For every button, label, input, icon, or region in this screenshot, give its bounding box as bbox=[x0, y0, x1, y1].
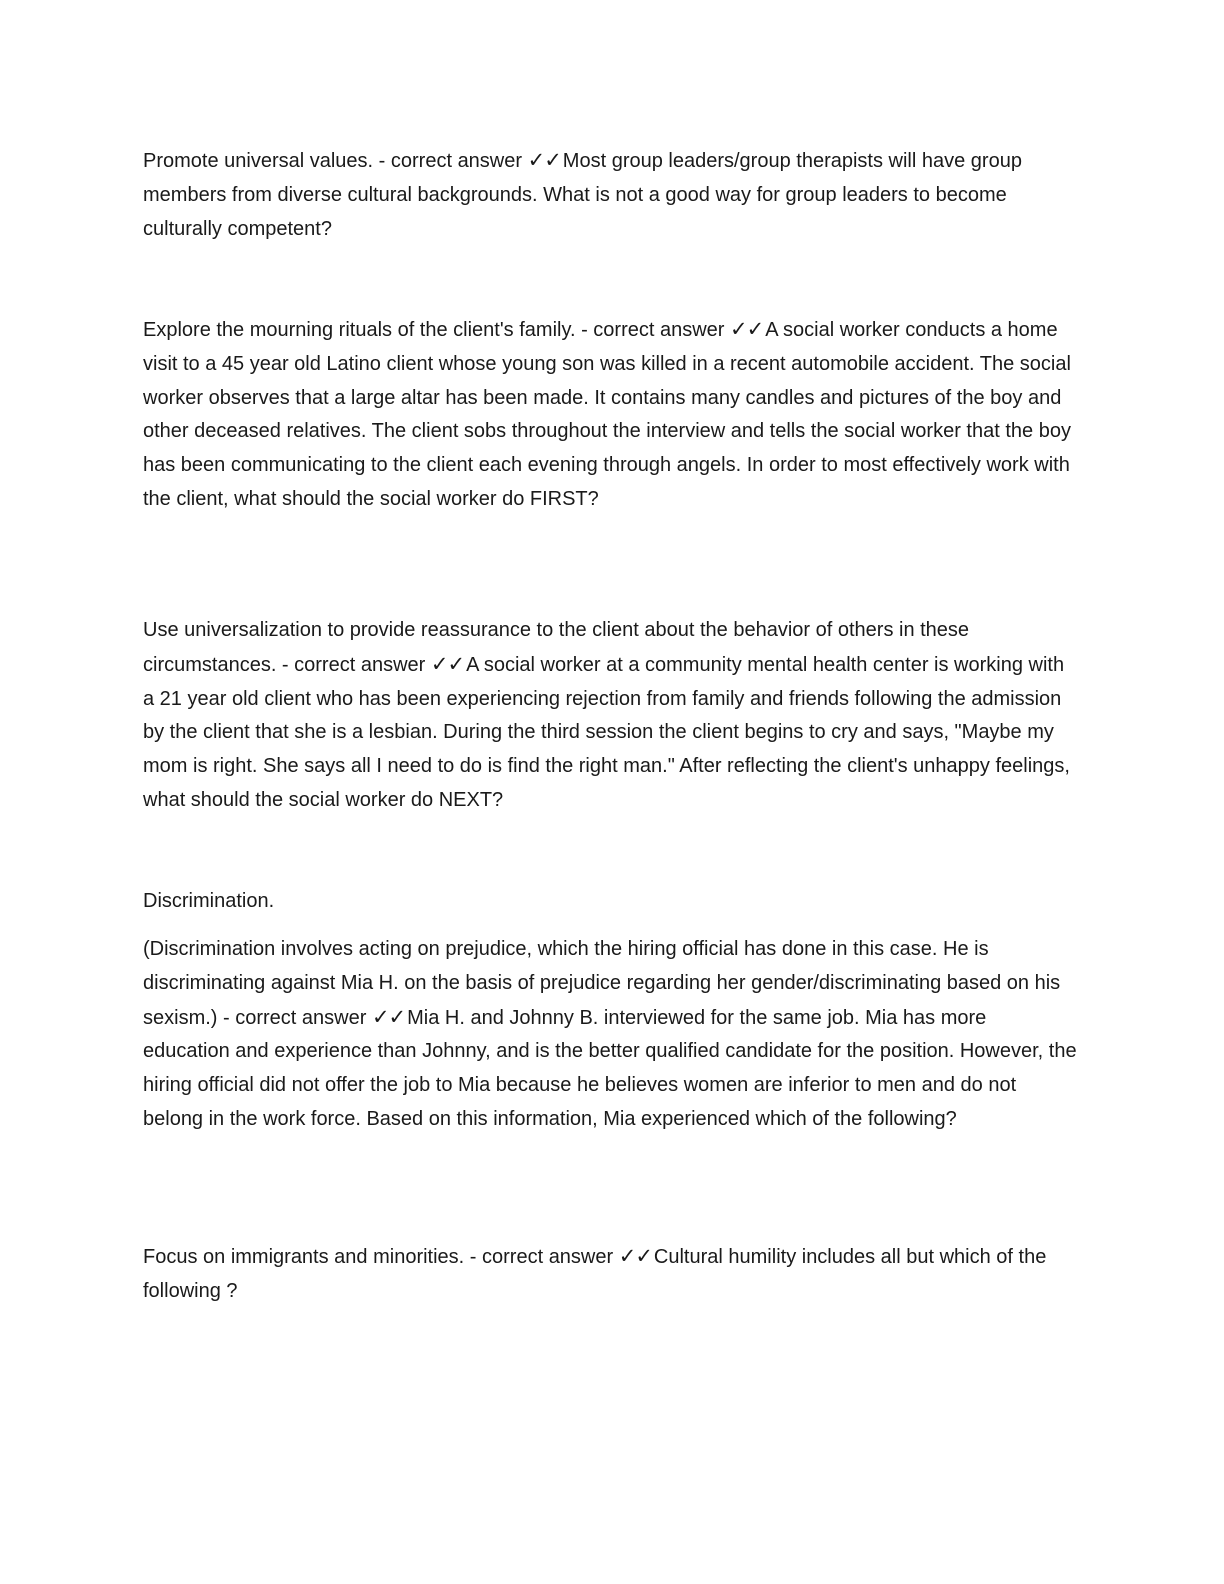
qa-entry-text bbox=[143, 933, 1078, 1137]
qa-entry-text bbox=[143, 313, 1078, 517]
double-check-icon: ✓✓ bbox=[371, 1004, 406, 1029]
double-check-icon: ✓✓ bbox=[618, 1244, 652, 1268]
question-text: A social worker at a community mental health center is working with a 21 year old client who has been experiencing rejection from family and friends following the admission by the client that she is a lesbian. During the third session the client begins to cry and says, "Maybe my mom is right. She says all I need to do is find the right man." After reflecting the client's unhappy feelings, what should the social worker do NEXT? bbox=[143, 653, 1070, 811]
qa-entry-text bbox=[143, 144, 1078, 246]
qa-entry-1 bbox=[143, 144, 1078, 246]
question-text: Most group leaders/group therapists will have group members from diverse cultural backgrounds. What is not a good way for group leaders to become culturally competent? bbox=[143, 150, 1022, 240]
answer-text: Promote universal values. bbox=[143, 150, 374, 172]
qa-entry-text bbox=[143, 614, 1078, 818]
correct-answer-separator: - correct answer bbox=[464, 1246, 619, 1268]
answer-text: Focus on immigrants and minorities. bbox=[143, 1246, 465, 1268]
qa-entry-3 bbox=[143, 614, 1078, 818]
qa-entry-2 bbox=[143, 313, 1078, 517]
answer-text: Use universalization to provide reassurance to the client about the behavior of others in these circumstances. bbox=[143, 619, 970, 676]
qa-entry-text bbox=[143, 1240, 1078, 1309]
question-text: Cultural humility includes all but which of the following ? bbox=[143, 1246, 1047, 1302]
correct-answer-separator: - correct answer bbox=[373, 150, 528, 172]
double-check-icon: ✓✓ bbox=[430, 651, 465, 676]
qa-entry-5 bbox=[143, 1240, 1078, 1309]
qa-entry-4 bbox=[143, 933, 1078, 1137]
correct-answer-separator: - correct answer bbox=[217, 1006, 372, 1029]
question-text: Mia H. and Johnny B. interviewed for the same job. Mia has more education and experience than Johnny, and is the better qualified candidate for the position. However, the hiring official did not offer the job to Mia because he believes women are inferior to men and do not belong in the work force. Based on this information, Mia experienced which of the following? bbox=[143, 1006, 1077, 1130]
double-check-icon: ✓✓ bbox=[527, 148, 561, 172]
question-text: A social worker conducts a home visit to a 45 year old Latino client whose young son was killed in a recent automobile accident. The social worker observes that a large altar has been made. It contains many candles and pictures of the boy and other deceased relatives. The client sobs throughout the interview and tells the social worker that the boy has been communicating to the client each evening through angels. In order to most effectively work with the client, what should the social worker do FIRST? bbox=[143, 319, 1071, 510]
answer-text: Explore the mourning rituals of the client's family. bbox=[143, 319, 576, 341]
correct-answer-separator: - correct answer bbox=[575, 319, 731, 341]
answer-title: Discrimination. bbox=[143, 890, 275, 912]
double-check-icon: ✓✓ bbox=[730, 317, 764, 341]
answer-text: (Discrimination involves acting on prejudice, which the hiring official has done in this case. He is discriminating against Mia H. on the basis of prejudice regarding her gender/discriminating based on his sexism.) bbox=[143, 938, 1061, 1029]
correct-answer-separator: - correct answer bbox=[276, 653, 431, 676]
